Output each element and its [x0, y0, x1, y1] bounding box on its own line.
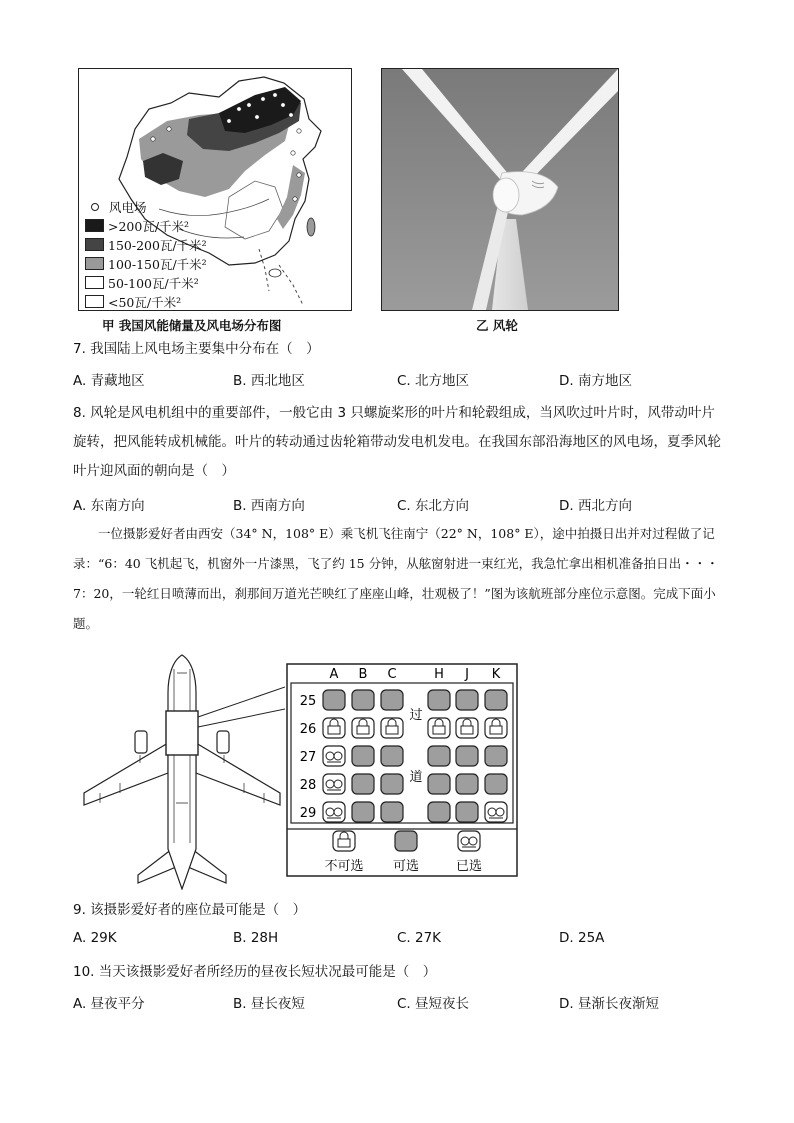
legend-label: >200瓦/千米² [108, 218, 190, 234]
airplane-diagram [80, 653, 285, 890]
q9-option-a[interactable]: A. 29K [73, 930, 117, 946]
legend-swatch [85, 257, 104, 270]
lock-icon [357, 726, 369, 734]
q7-option-b[interactable]: B. 西北地区 [233, 373, 305, 389]
question-8-stem: 8. 风轮是风电机组中的重要部件，一般它由 3 只螺旋桨形的叶片和轮毂组成，当风吹过叶片时，风带动叶片旋转，把风能转成机械能。叶片的转动通过齿轮箱带动发电机发电。在我国东部沿海地区的风电场，夏季风轮叶片迎风面的朝向是（ ） [73, 405, 721, 479]
q7-option-c[interactable]: C. 北方地区 [397, 373, 470, 389]
seat-column-label: C [387, 667, 397, 682]
seat-27B[interactable] [352, 746, 374, 766]
legend-row [85, 254, 235, 273]
wind-map-figure [78, 68, 352, 311]
seat-25B[interactable] [352, 690, 374, 710]
question-9-stem: 9. 该摄影爱好者的座位最可能是（ ） [73, 902, 307, 918]
person-icon [469, 837, 477, 845]
turbine-photo [381, 68, 619, 311]
wind-map-caption: 甲 我国风能储量及风电场分布图 [102, 318, 282, 333]
seat-27J[interactable] [456, 746, 478, 766]
wind-farm-dot-icon [91, 203, 99, 211]
seat-column-label: B [358, 667, 368, 682]
flight-passage: 一位摄影爱好者由西安（34° N，108° E）乘飞机飞往南宁（22° N，108° E），途中拍摄日出并对过程做了记录：“6：40 飞机起飞，机窗外一片漆黑，飞了约 15 分钟，从舷窗射进一束红光，我急忙拿出相机准备拍日出・・・7：20，一轮红日喷薄而出，刹那间万道光芒映红了座座山峰，壮观极了！”图为该航班部分座位示意图。完成下面小题。 [73, 526, 719, 631]
seat-28K[interactable] [485, 774, 507, 794]
seat-25J[interactable] [456, 690, 478, 710]
seat-section-highlight [166, 711, 198, 755]
legend-swatch [85, 295, 104, 308]
legend-label: 风电场 [109, 199, 147, 215]
legend-row [85, 292, 235, 311]
seat-29B[interactable] [352, 802, 374, 822]
seat-column-label: J [465, 667, 469, 682]
person-icon [334, 780, 342, 788]
seat-27C[interactable] [381, 746, 403, 766]
seat-29C[interactable] [381, 802, 403, 822]
seat-legend-label: 不可选 [324, 859, 364, 874]
seat-25K[interactable] [485, 690, 507, 710]
person-icon [326, 808, 334, 816]
seat-27K[interactable] [485, 746, 507, 766]
legend-label: 100-150瓦/千米² [108, 256, 207, 272]
q10-option-a[interactable]: A. 昼夜平分 [73, 996, 145, 1012]
legend-row [85, 216, 235, 235]
seat-25C[interactable] [381, 690, 403, 710]
turbine-caption: 乙 风轮 [476, 318, 518, 333]
legend-label: 50-100瓦/千米² [108, 275, 199, 291]
seat-28H[interactable] [428, 774, 450, 794]
seat-row-label: 28 [299, 778, 317, 793]
person-icon [496, 808, 504, 816]
q8-option-d[interactable]: D. 西北方向 [559, 498, 632, 514]
legend-swatch [85, 276, 104, 289]
q9-option-b[interactable]: B. 28H [233, 930, 279, 946]
seat-row-label: 29 [299, 806, 317, 821]
seat-row-label: 25 [299, 694, 317, 709]
legend-swatch [85, 238, 104, 251]
q8-option-c[interactable]: C. 东北方向 [397, 498, 470, 514]
q9-option-c[interactable]: C. 27K [397, 930, 442, 946]
lock-icon [328, 726, 340, 734]
q7-option-d[interactable]: D. 南方地区 [559, 373, 632, 389]
person-icon [461, 837, 469, 845]
seat-29H[interactable] [428, 802, 450, 822]
seat-legend-label: 已选 [455, 859, 483, 874]
q10-option-b[interactable]: B. 昼长夜短 [233, 996, 305, 1012]
lock-icon [338, 839, 350, 847]
legend-seat-available[interactable] [395, 831, 417, 851]
seat-28B[interactable] [352, 774, 374, 794]
q8-option-a[interactable]: A. 东南方向 [73, 498, 145, 514]
aisle-label: 过 [409, 708, 423, 723]
legend-label: <50瓦/千米² [108, 294, 182, 310]
person-icon [326, 752, 334, 760]
seat-29J[interactable] [456, 802, 478, 822]
legend-row [85, 273, 235, 292]
seat-27H[interactable] [428, 746, 450, 766]
person-icon [488, 808, 496, 816]
seat-column-label: K [491, 667, 501, 682]
q9-option-d[interactable]: D. 25A [559, 930, 605, 946]
q10-option-c[interactable]: C. 昼短夜长 [397, 996, 470, 1012]
seat-column-label: A [329, 667, 339, 682]
question-10-stem: 10. 当天该摄影爱好者所经历的昼夜长短状况最可能是（ ） [73, 964, 437, 980]
legend-swatch [85, 219, 104, 232]
seat-column-label: H [434, 667, 444, 682]
legend-row [85, 197, 235, 216]
seat-28C[interactable] [381, 774, 403, 794]
lock-icon [433, 726, 445, 734]
wind-turbine-image [382, 69, 618, 310]
wind-map-legend [85, 197, 235, 311]
question-7-stem: 7. 我国陆上风电场主要集中分布在（ ） [73, 341, 320, 357]
legend-label: 150-200瓦/千米² [108, 237, 207, 253]
lock-icon [461, 726, 473, 734]
q7-option-a[interactable]: A. 青藏地区 [73, 373, 145, 389]
q8-option-b[interactable]: B. 西南方向 [233, 498, 305, 514]
person-icon [326, 780, 334, 788]
seat-legend-label: 可选 [392, 859, 420, 874]
q10-option-d[interactable]: D. 昼渐长夜渐短 [559, 996, 659, 1012]
seat-25A[interactable] [323, 690, 345, 710]
seat-25H[interactable] [428, 690, 450, 710]
person-icon [334, 808, 342, 816]
seat-row-label: 26 [299, 722, 317, 737]
seat-28J[interactable] [456, 774, 478, 794]
legend-row [85, 235, 235, 254]
lock-icon [386, 726, 398, 734]
person-icon [334, 752, 342, 760]
seat-row-label: 27 [299, 750, 317, 765]
lock-icon [490, 726, 502, 734]
seat-map [286, 663, 518, 877]
aisle-label: 道 [409, 770, 423, 785]
